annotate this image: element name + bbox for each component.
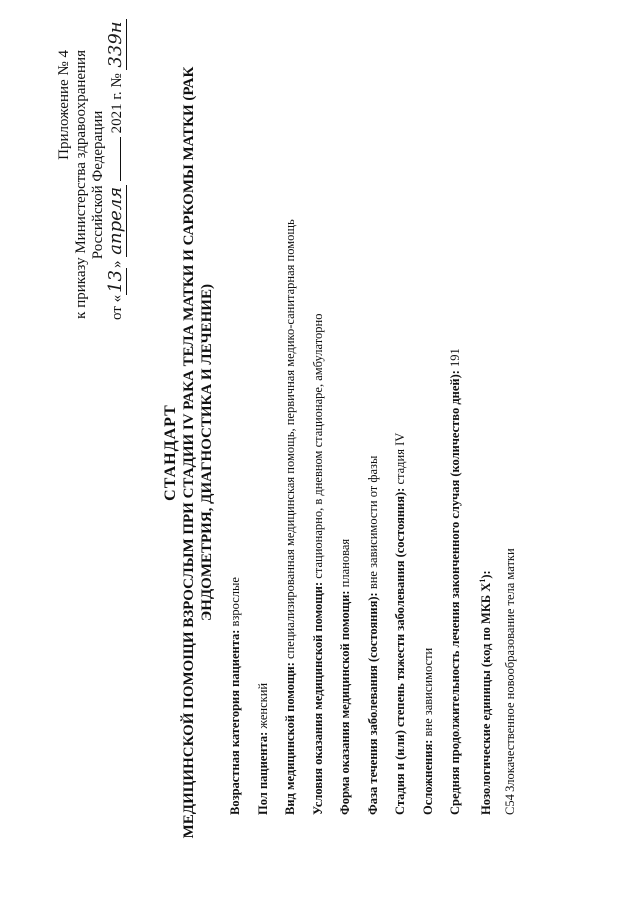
title-line-2: ЭНДОМЕТРИЯ, ДИАГНОСТИКА И ЛЕЧЕНИЕ) [199, 284, 215, 621]
date-prefix: от « [109, 294, 125, 320]
appendix-number: Приложение № 4 [56, 50, 72, 160]
document-title [162, 30, 216, 875]
standard-fields [228, 35, 517, 815]
field-disease-stage: Стадия и (или) степень тяжести заболевания (состояния): стадия IV [393, 432, 407, 815]
field-disease-phase: Фаза течения заболевания (состояния): вне зависимости от фазы [365, 455, 380, 815]
field-sex: Пол пациента: женский [255, 682, 270, 815]
handwritten-month: апреля [105, 186, 126, 255]
order-ministry: к приказу Министерства здравоохранения [73, 50, 89, 319]
order-date-line [105, 21, 126, 320]
field-duration: Средняя продолжительность лечения законченного случая (количество дней): 191 [448, 348, 462, 815]
title-line-1: МЕДИЦИНСКОЙ ПОМОЩИ ВЗРОСЛЫМ ПРИ СТАДИИ IV РАКА ТЕЛА МАТКИ И САРКОМЫ МАТКИ (РАК [181, 66, 197, 839]
icd-name: Злокачественное новообразование тела матки [503, 548, 517, 792]
title-heading: СТАНДАРТ [162, 404, 179, 501]
date-mid: » [109, 260, 125, 268]
icd-code-row [503, 35, 517, 815]
field-age: Возрастная категория пациента: взрослые [228, 577, 242, 815]
field-complications: Осложнения: вне зависимости [420, 647, 435, 815]
order-federation: Российской Федерации [90, 110, 106, 260]
handwritten-day: 13 [105, 269, 126, 293]
approval-block [56, 21, 126, 320]
field-care-conditions: Условия оказания медицинской помощи: стационарно, в дневном стационаре, амбулаторно [310, 313, 325, 815]
field-care-form: Форма оказания медицинской помощи: плановая [338, 538, 352, 815]
field-nosology: Нозологические единицы (код по МКБ $X^1$): [477, 570, 493, 815]
date-blank [120, 137, 121, 181]
handwritten-order-number: 339н [105, 21, 126, 68]
field-care-type: Вид медицинской помощи: специализированная медицинская помощь, первичная медико-санитарная помощь [283, 219, 297, 815]
icd-code: C54 [503, 794, 517, 815]
footnote-marker: 1 [477, 578, 487, 583]
order-year: 2021 г. № [109, 73, 125, 134]
